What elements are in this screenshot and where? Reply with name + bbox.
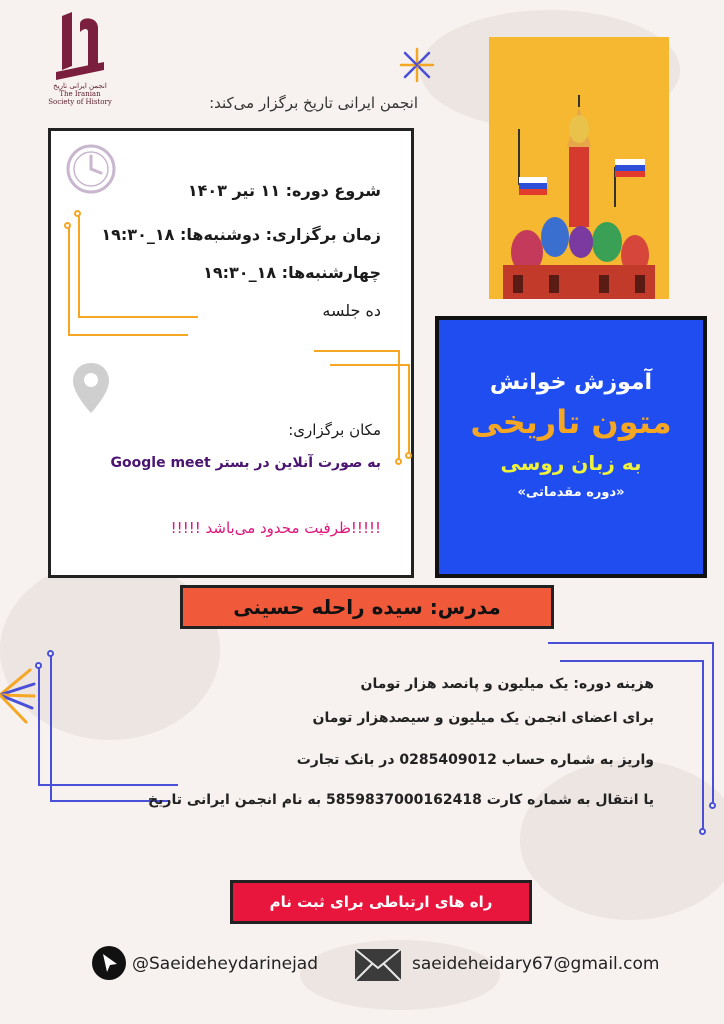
- telegram-handle[interactable]: @Saeideheydarinejad: [132, 954, 319, 974]
- deco-line: [398, 350, 400, 460]
- deco-line: [702, 660, 704, 830]
- cathedral-illustration: [489, 37, 669, 299]
- deco-line: [38, 668, 40, 786]
- title-line-1: آموزش خوانش: [489, 370, 653, 395]
- deco-dot: [35, 662, 42, 669]
- deco-line: [330, 364, 410, 366]
- deco-line: [78, 316, 198, 318]
- card-number: یا انتقال به شماره کارت 5859837000162418 به نام انجمن ایرانی تاریخ: [148, 792, 654, 808]
- email-address[interactable]: saeideheidary67@gmail.com: [412, 954, 660, 974]
- schedule-monday: زمان برگزاری: دوشنبه‌ها: ۱۸_۱۹:۳۰: [101, 225, 381, 244]
- deco-line: [560, 660, 704, 662]
- deco-line: [408, 364, 410, 456]
- title-line-4: «دوره مقدماتی»: [517, 485, 625, 500]
- deco-dot: [64, 222, 71, 229]
- deco-dot: [709, 802, 716, 809]
- deco-dot: [395, 458, 402, 465]
- capacity-note: !!!!!ظرفیت محدود می‌باشد !!!!!: [170, 519, 381, 537]
- society-logo-icon: [50, 10, 110, 82]
- schedule-wednesday: چهارشنبه‌ها: ۱۸_۱۹:۳۰: [203, 263, 381, 282]
- title-line-2: متون تاریخی: [470, 403, 672, 441]
- instructor-name: مدرس: سیده راحله حسینی: [233, 595, 501, 619]
- cathedral-icon: [489, 37, 669, 299]
- deco-line: [68, 334, 188, 336]
- deco-line: [38, 784, 178, 786]
- deco-dot: [405, 452, 412, 459]
- deco-line: [50, 656, 52, 802]
- deco-dot: [47, 650, 54, 657]
- deco-line: [314, 350, 400, 352]
- logo-text-fa: انجمن ایرانی تاریخ: [53, 82, 107, 90]
- deco-line: [68, 226, 70, 336]
- cursor-icon: [92, 946, 126, 980]
- logo-text-en-2: Society of History: [48, 98, 112, 106]
- email-icon: [354, 948, 402, 982]
- fee-members: برای اعضای انجمن یک میلیون و سیصدهزار تومان: [312, 710, 654, 726]
- firework-side-icon: [0, 660, 36, 730]
- location-pin-icon: [71, 361, 111, 415]
- instructor-banner: [180, 585, 554, 629]
- deco-line: [548, 642, 714, 644]
- location-label: مکان برگزاری:: [288, 421, 381, 439]
- start-date: شروع دوره: ۱۱ تیر ۱۴۰۳: [187, 181, 381, 200]
- session-count: ده جلسه: [322, 301, 381, 320]
- deco-line: [78, 214, 80, 318]
- course-title-box: [435, 316, 707, 578]
- title-line-3: به زبان روسی: [500, 451, 642, 475]
- deco-line: [712, 642, 714, 802]
- contact-button[interactable]: راه های ارتباطی برای ثبت نام: [230, 880, 532, 924]
- course-info-box: [48, 128, 414, 578]
- fee-cost: هزینه دوره: یک میلیون و پانصد هزار تومان: [360, 676, 654, 692]
- deco-dot: [74, 210, 81, 217]
- bank-account: واریز به شماره حساب 0285409012 در بانک تجارت: [296, 752, 654, 768]
- location-value: به صورت آنلاین در بستر Google meet: [110, 455, 381, 471]
- firework-icon: [398, 46, 436, 84]
- deco-dot: [699, 828, 706, 835]
- logo: [40, 10, 120, 122]
- clock-icon: [65, 143, 117, 195]
- logo-text-en-1: The Iranian: [59, 90, 101, 98]
- organizer-text: انجمن ایرانی تاریخ برگزار می‌کند:: [209, 94, 418, 112]
